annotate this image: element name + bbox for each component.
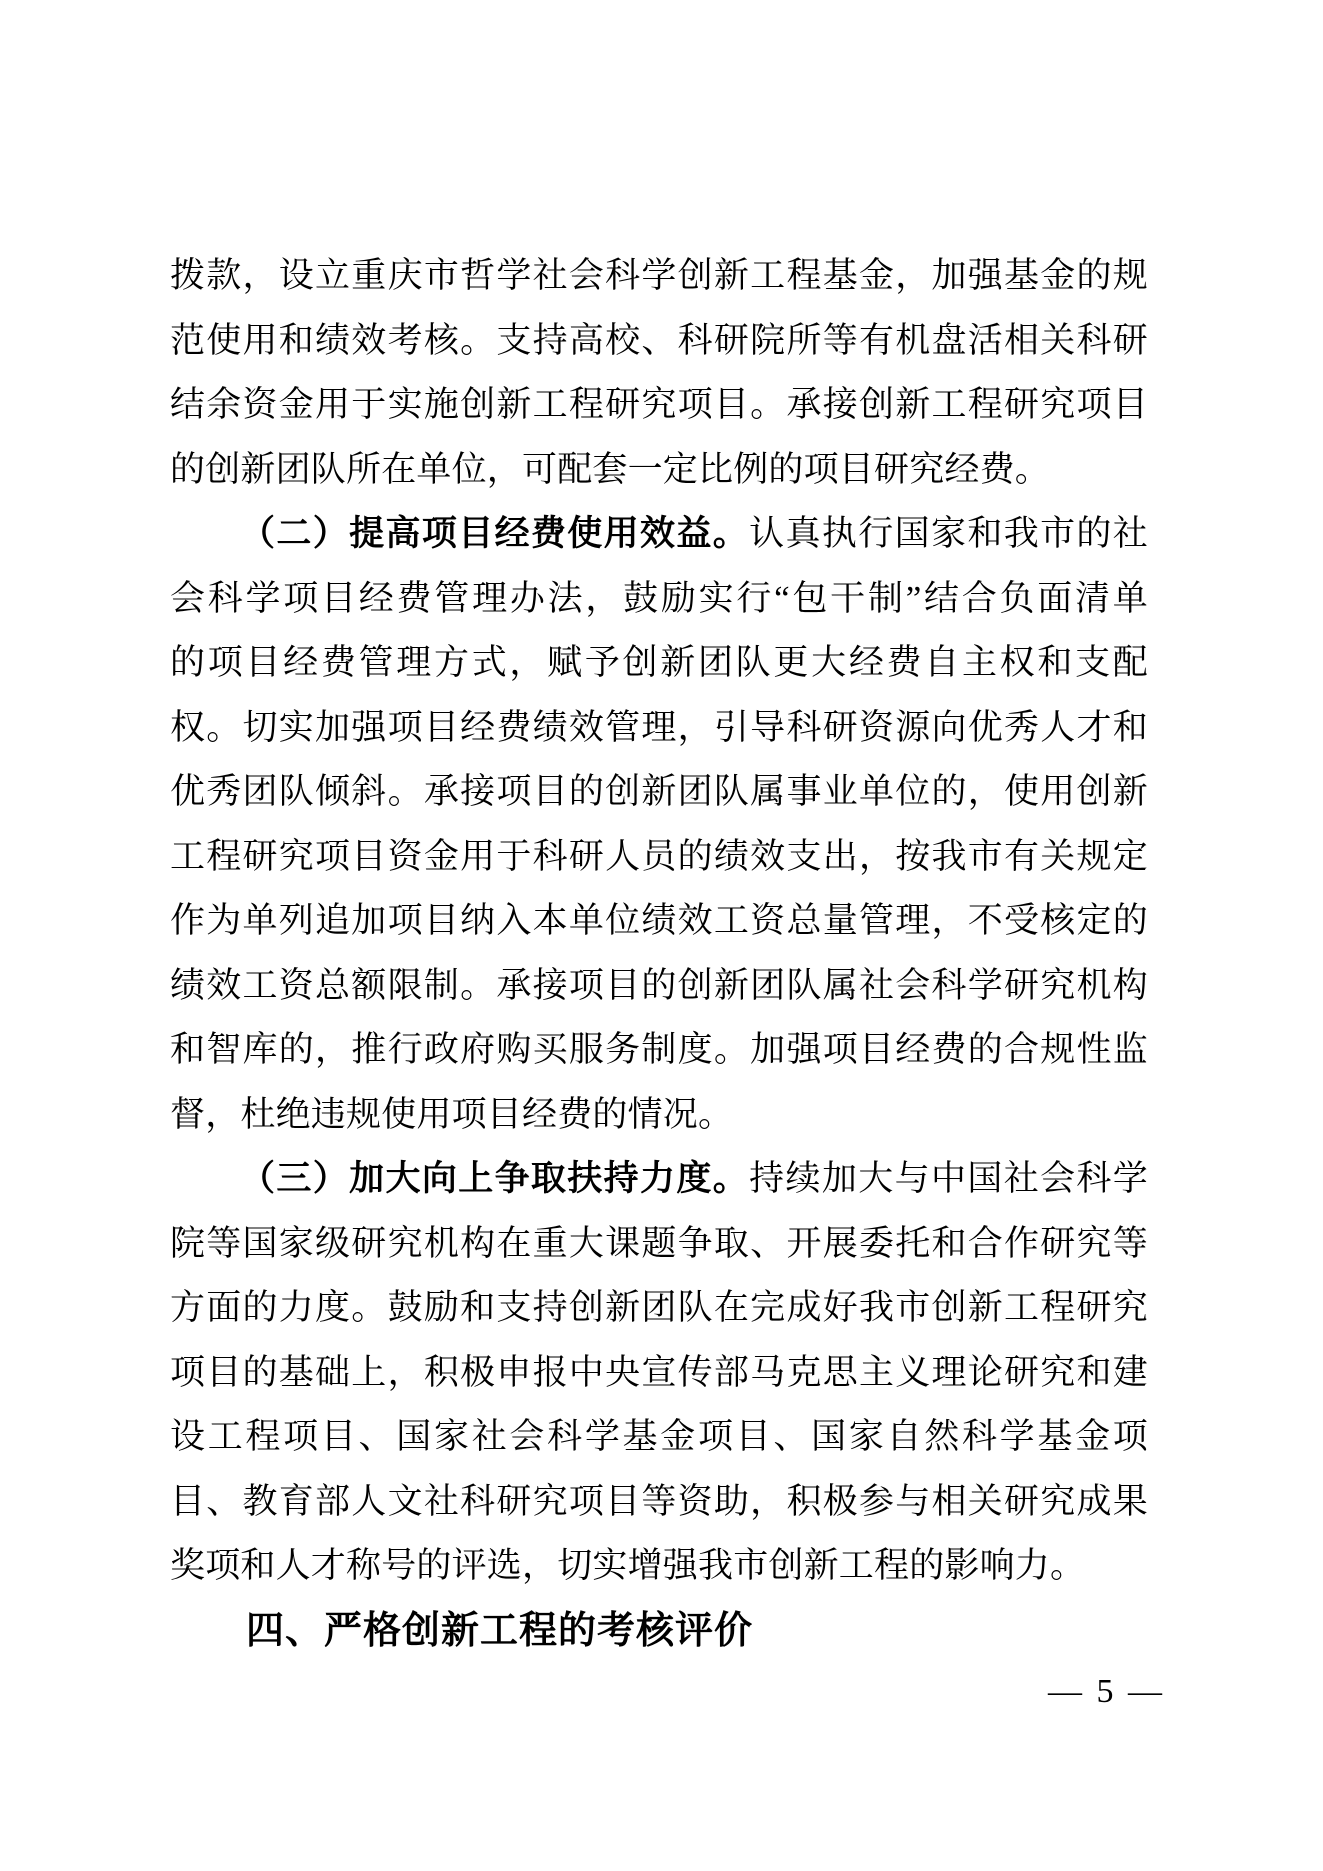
- bold-text-run: （二）提高项目经费使用效益。: [240, 514, 750, 553]
- text-line: [170, 1018, 1148, 1083]
- section-heading: [170, 1599, 1148, 1664]
- page-number: — 5 —: [1048, 1673, 1165, 1710]
- text-line: [170, 825, 1148, 890]
- text-line: [170, 1147, 1148, 1212]
- text-line: [170, 244, 1148, 309]
- text-run: 项目的基础上，积极申报中央宣传部马克思主义理论研究和建: [170, 1352, 1148, 1392]
- text-line: [170, 502, 1148, 567]
- bold-text-run: 四、严格创新工程的考核评价: [246, 1609, 754, 1652]
- text-run: 拨款，设立重庆市哲学社会科学创新工程基金，加强基金的规: [170, 256, 1148, 295]
- text-line: [170, 1083, 1148, 1148]
- text-run: 认真执行国家和我市的社: [749, 514, 1149, 553]
- text-run: 的项目经费管理方式，赋予创新团队更大经费自主权和支配: [170, 643, 1148, 682]
- text-line: [170, 1341, 1148, 1406]
- text-run: 督，杜绝违规使用项目经费的情况。: [170, 1094, 734, 1134]
- text-run: 结余资金用于实施创新工程研究项目。承接创新工程研究项目: [170, 385, 1148, 424]
- text-run: 院等国家级研究机构在重大课题争取、开展委托和合作研究等: [170, 1223, 1148, 1263]
- text-line: [170, 889, 1148, 954]
- text-line: [170, 438, 1148, 503]
- text-run: 持续加大与中国社会科学: [749, 1159, 1149, 1198]
- text-line: [170, 954, 1148, 1019]
- text-run: 优秀团队倾斜。承接项目的创新团队属事业单位的，使用创新: [170, 772, 1148, 811]
- text-run: 和智库的，推行政府购买服务制度。加强项目经费的合规性监: [170, 1030, 1148, 1069]
- text-line: [170, 1276, 1148, 1341]
- text-line: [170, 631, 1148, 696]
- text-run: 权。切实加强项目经费绩效管理，引导科研资源向优秀人才和: [170, 707, 1148, 747]
- text-run: 的创新团队所在单位，可配套一定比例的项目研究经费。: [170, 449, 1051, 489]
- text-line: [170, 567, 1148, 632]
- text-run: 奖项和人才称号的评选，切实增强我市创新工程的影响力。: [170, 1546, 1086, 1585]
- text-run: 设工程项目、国家社会科学基金项目、国家自然科学基金项: [170, 1417, 1148, 1456]
- text-line: [170, 373, 1148, 438]
- text-line: [170, 696, 1148, 761]
- text-run: 绩效工资总额限制。承接项目的创新团队属社会科学研究机构: [170, 965, 1148, 1005]
- body-text: [170, 244, 1148, 1663]
- text-line: [170, 309, 1148, 374]
- text-run: 目、教育部人文社科研究项目等资助，积极参与相关研究成果: [170, 1481, 1148, 1521]
- text-line: [170, 1470, 1148, 1535]
- text-run: 方面的力度。鼓励和支持创新团队在完成好我市创新工程研究: [170, 1288, 1148, 1327]
- text-line: [170, 1405, 1148, 1470]
- text-run: 工程研究项目资金用于科研人员的绩效支出，按我市有关规定: [170, 836, 1148, 876]
- bold-text-run: （三）加大向上争取扶持力度。: [240, 1159, 750, 1198]
- text-line: [170, 1212, 1148, 1277]
- text-line: [170, 760, 1148, 825]
- text-run: 会科学项目经费管理办法，鼓励实行“包干制”结合负面清单: [170, 578, 1148, 618]
- text-run: 范使用和绩效考核。支持高校、科研院所等有机盘活相关科研: [170, 320, 1148, 360]
- text-run: 作为单列追加项目纳入本单位绩效工资总量管理，不受核定的: [170, 901, 1148, 940]
- text-line: [170, 1534, 1148, 1599]
